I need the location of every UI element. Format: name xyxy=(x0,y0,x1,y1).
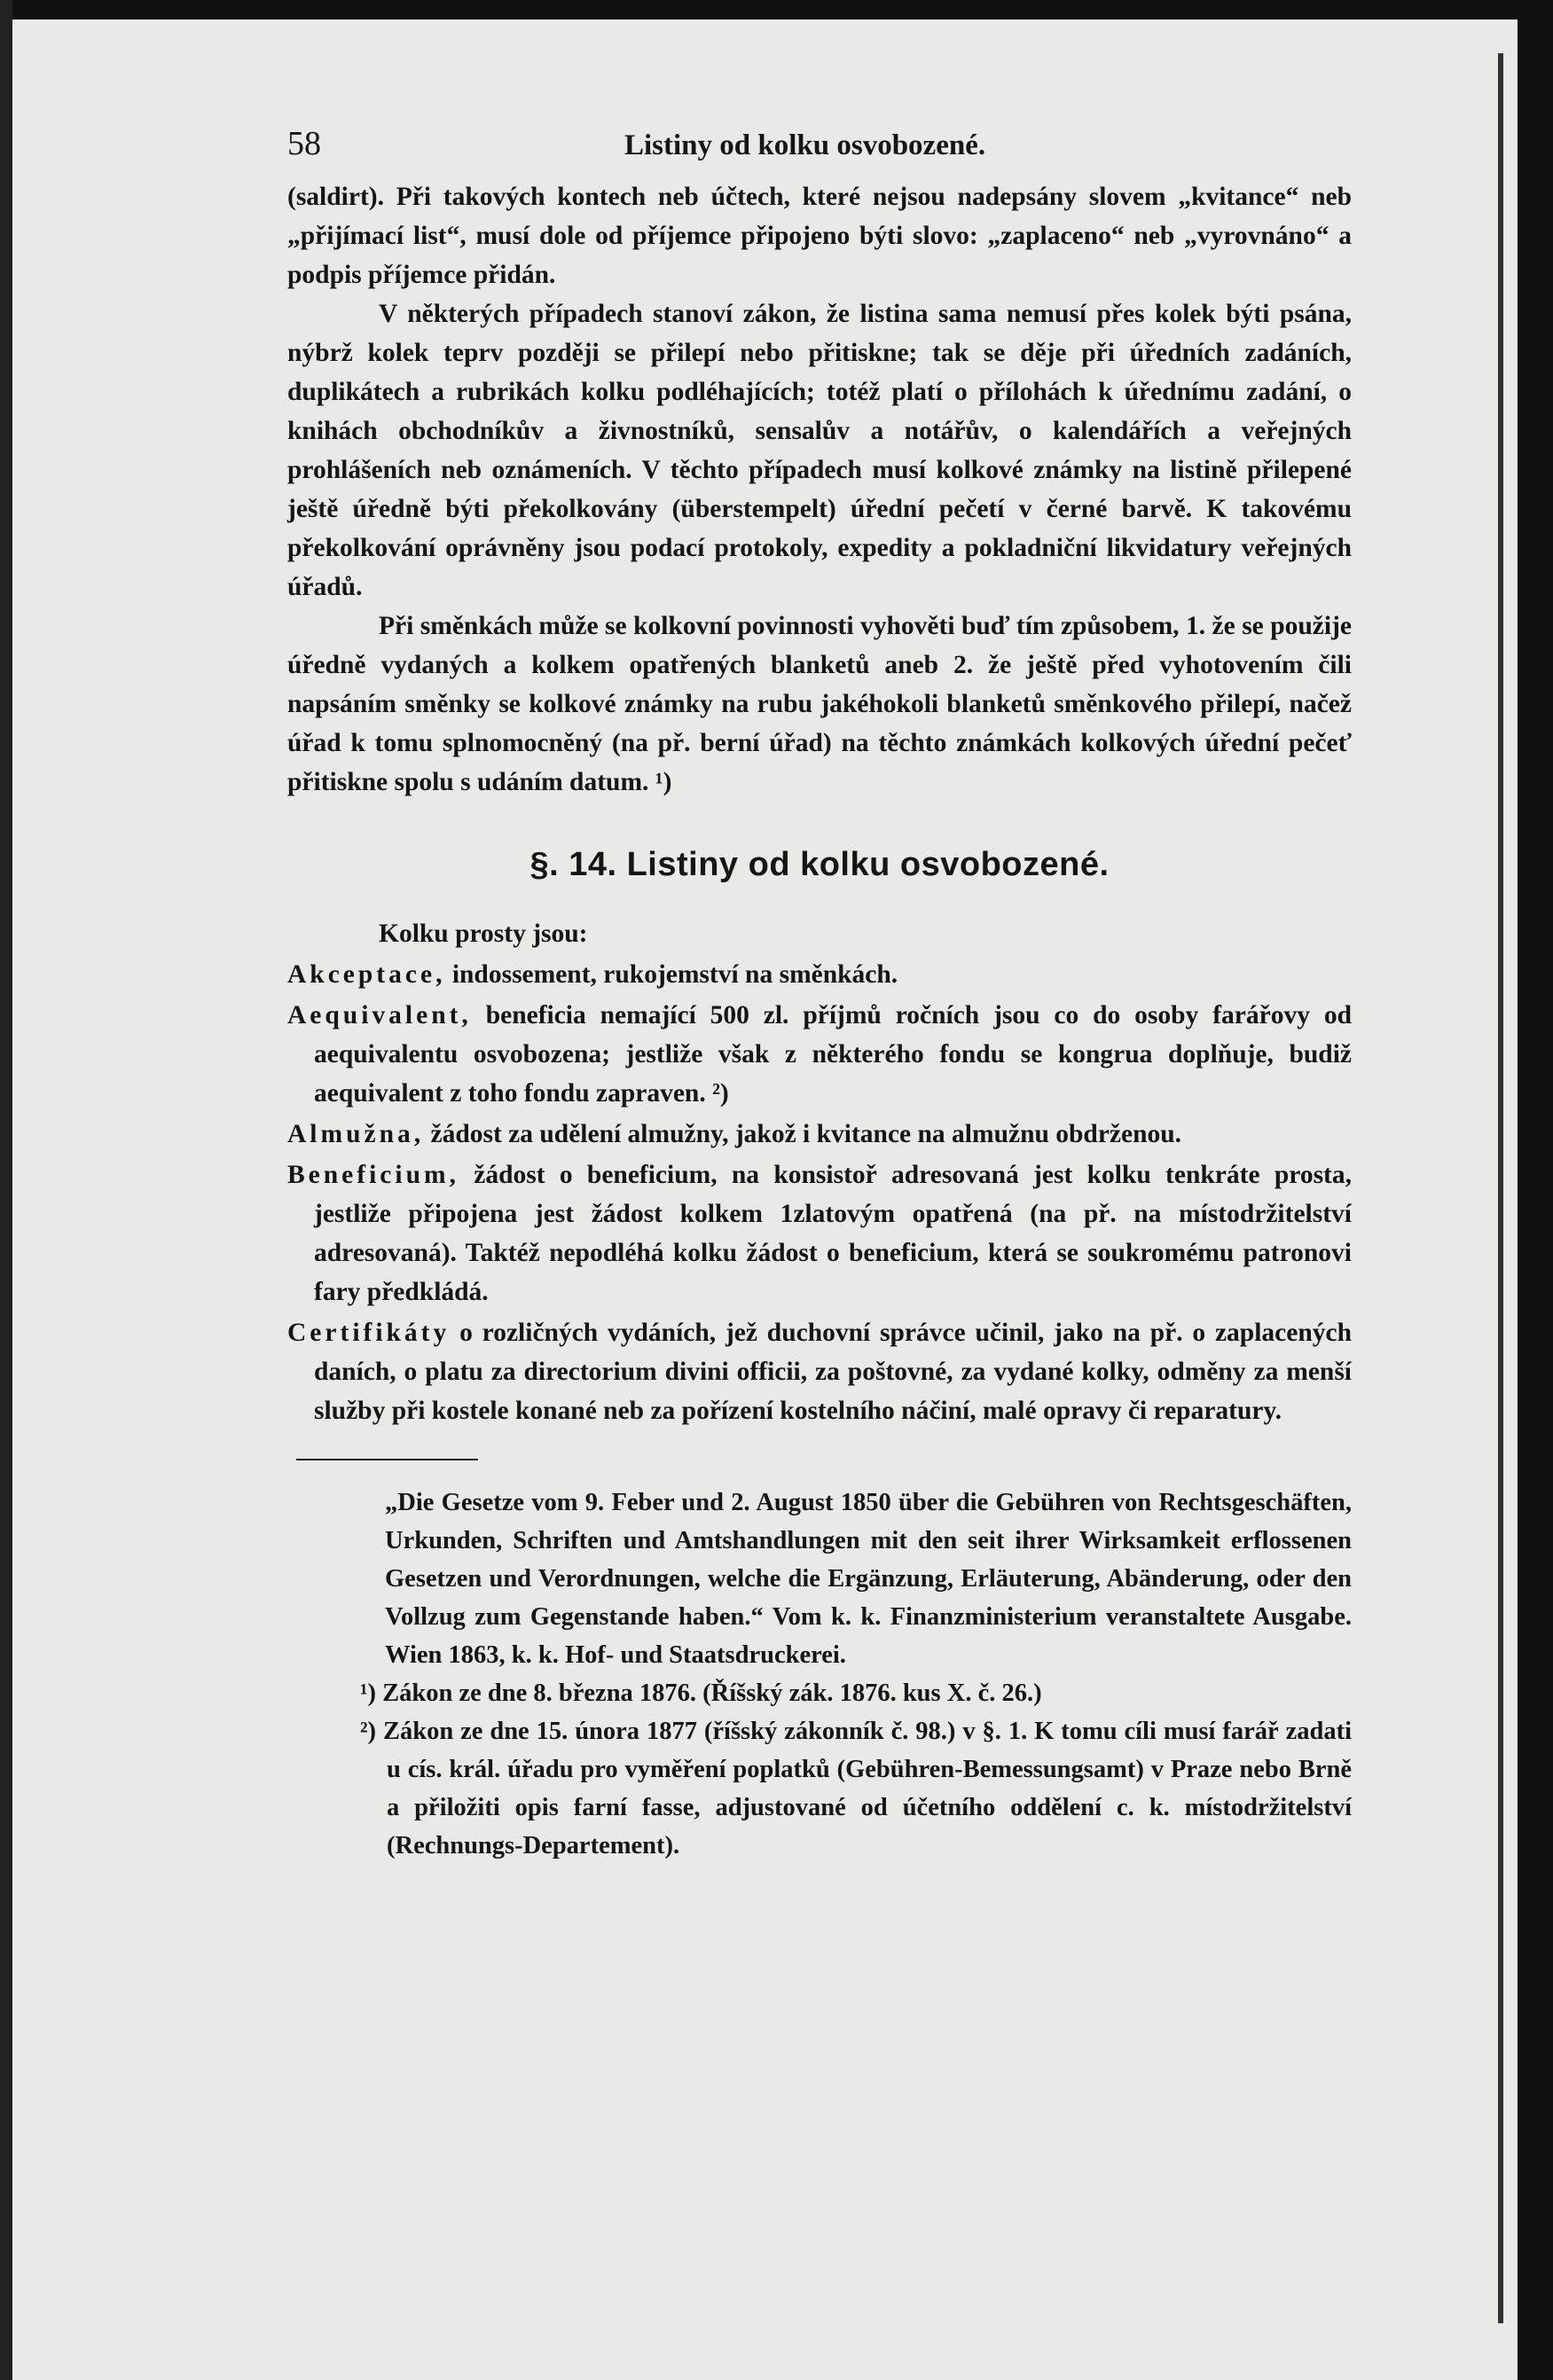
list-item xyxy=(287,1313,1352,1430)
page-header xyxy=(287,124,1352,177)
list-item xyxy=(287,996,1352,1113)
entry-text: indossement, rukojemství na směnkách. xyxy=(445,960,898,989)
section-heading: §. 14. Listiny od kolku osvobozené. xyxy=(529,846,1110,883)
footnote-quote: „Die Gesetze vom 9. Feber und 2. August 1850 über die Gebühren von Rechtsgeschäften, Urkunden, Schriften und Amtshandlungen mit den seit ihrer Wirksamkeit erflossenen Gesetzen und Verordnungen, welche die Ergänzung, Erläuterung, Abänderung, oder den Vollzug zum Gegenstande haben.“ Vom k. k. Finanzministerium veranstaltete Ausgabe. Wien 1863, k. k. Hof- und Staatsdruckerei. xyxy=(385,1489,1352,1669)
paragraph-2: V některých případech stanoví zákon, že listina sama nemusí přes kolek býti psána, nýbrž kolek teprv později se přilepí nebo přitiskne; tak se děje při úředních zadáních, duplikátech a rubrikách kolku podléhajících; totéž platí o přílohách k úřednímu zadání, o knihách obchodníkův a živnostníků, sensalův a notářův, o kalendářích a veřejných prohlášeních neb oznámeních. V těchto případech musí kolkové známky na listině přilepené ještě úředně býti překolkovány (überstempelt) úřední pečetí v černé barvě. K takovému překolkování oprávněny jsou podací protokoly, expedity a pokladniční likvidatury veřejných úřadů. xyxy=(287,300,1352,601)
page-edge-line xyxy=(1498,53,1503,2323)
footnote-1 xyxy=(287,1674,1352,1712)
section-intro: Kolku prosty jsou: xyxy=(379,920,588,948)
scan-border-right xyxy=(1518,0,1553,2380)
page-number: 58 xyxy=(287,125,321,162)
footnote-text: Zákon ze dne 15. února 1877 (říšský zákonník č. 98.) v §. 1. K tomu cíli musí farář zadati u cís. král. úřadu pro vyměření poplatků (Gebühren-Bemessungsamt) v Praze nebo Brně a přiložiti opis farní fasse, adjustované od účetního oddělení c. k. místodržitelství (Rechnungs-Departement). xyxy=(376,1718,1352,1859)
scan-border-left xyxy=(0,0,12,2380)
entry-text: beneficia nemající 500 zl. příjmů ročních jsou co do osoby farářovy od aequivalentu osvobozena; jestliže však z některého fondu se kongrua doplňuje, budiž aequivalent z toho fondu zapraven. ²) xyxy=(314,1001,1352,1108)
footnotes xyxy=(287,1484,1352,1865)
entry-keyword: Beneficium, xyxy=(287,1161,459,1189)
footnote-mark: ¹) xyxy=(360,1679,377,1707)
entry-keyword: Certifikáty xyxy=(287,1319,451,1347)
footnote-2 xyxy=(287,1712,1352,1865)
list-item xyxy=(287,1155,1352,1311)
entry-keyword: Almužna, xyxy=(287,1120,425,1148)
entry-keyword: Aequivalent, xyxy=(287,1001,472,1030)
list-item xyxy=(287,955,1352,994)
footnote-divider xyxy=(296,1459,478,1460)
running-title: Listiny od kolku osvobozené. xyxy=(624,129,986,161)
exemption-list xyxy=(287,955,1352,1430)
entry-text: o rozličných vydáních, jež duchovní správce učinil, jako na př. o zaplacených daních, o platu za directorium divini officii, za poštovné, za vydané kolky, odměny za menší služby při kostele konané neb za pořízení kostelního náčiní, malé opravy či reparatury. xyxy=(314,1319,1352,1425)
scan-border-top xyxy=(0,0,1553,20)
entry-text: žádost za udělení almužny, jakož i kvitance na almužnu obdrženou. xyxy=(424,1120,1182,1148)
text-block xyxy=(287,124,1352,1865)
footnote-text: Zákon ze dne 8. března 1876. (Říšský zák. 1876. kus X. č. 26.) xyxy=(376,1679,1042,1707)
paragraph-3: Při směnkách může se kolkovní povinnosti vyhověti buď tím způsobem, 1. že se použije úředně vydaných a kolkem opatřených blanketů aneb 2. že ještě před vyhotovením čili napsáním směnky se kolkové známky na rubu jakéhokoli blanketů směnkového přilepí, načež úřad k tomu splnomocněný (na př. berní úřad) na těchto známkách kolkových úřední pečeť přitiskne spolu s udáním datum. ¹) xyxy=(287,612,1352,796)
entry-keyword: Akceptace, xyxy=(287,960,446,989)
footnote-mark: ²) xyxy=(360,1718,377,1745)
entry-text: žádost o beneficium, na konsistoř adresovaná jest kolku tenkráte prosta, jestliže připojena jest žádost kolkem 1zlatovým opatřená (na př. na místodržitelství adresovaná). Taktéž nepodléhá kolku žádost o beneficium, která se soukromému patronovi fary předkládá. xyxy=(314,1161,1352,1306)
list-item xyxy=(287,1115,1352,1154)
paragraph-1: (saldirt). Při takových kontech neb účtech, které nejsou nadepsány slovem „kvitance“ neb „přijímací list“, musí dole od příjemce připojeno býti slovo: „zaplaceno“ neb „vyrovnáno“ a podpis příjemce přidán. xyxy=(287,183,1352,289)
